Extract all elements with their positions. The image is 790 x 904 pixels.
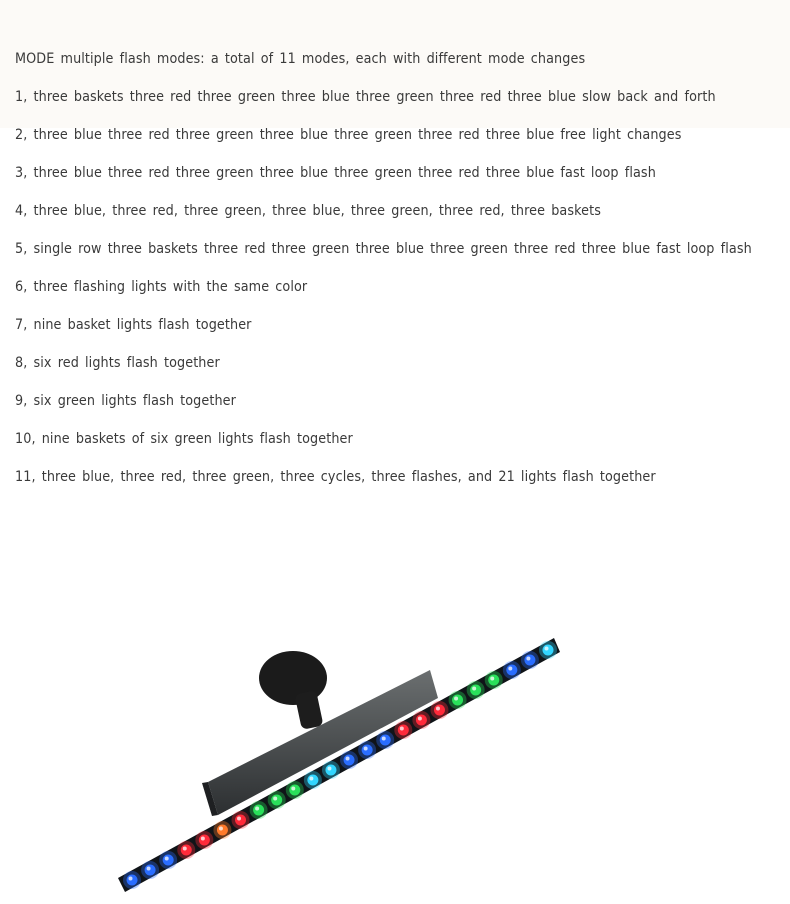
led-highlight [219, 827, 223, 831]
mode-item-2: 2, three blue three red three green three blue three green three red three blue free light changes [15, 127, 682, 143]
led-bulb [271, 795, 282, 806]
led-bulb [470, 685, 481, 696]
led-highlight [508, 667, 512, 671]
led-bulb [127, 875, 138, 886]
led-bulb [217, 825, 228, 836]
led-highlight [201, 837, 205, 841]
led-bulb [434, 705, 445, 716]
suction-stem [294, 690, 323, 730]
mode-item-9: 9, six green lights flash together [15, 393, 236, 409]
led-highlight [436, 707, 440, 711]
mode-item-3: 3, three blue three red three green three blue three green three red three blue fast loop flash [15, 165, 656, 181]
led-highlight [291, 787, 295, 791]
led-bulb [145, 865, 156, 876]
led-bulb [452, 695, 463, 706]
led-highlight [490, 677, 494, 681]
led-highlight [309, 777, 313, 781]
mode-item-1: 1, three baskets three red three green three blue three green three red three blue slow back and forth [15, 89, 716, 105]
led-highlight [255, 807, 259, 811]
mode-item-8: 8, six red lights flash together [15, 355, 220, 371]
led-highlight [454, 697, 458, 701]
led-highlight [400, 727, 404, 731]
led-highlight [364, 747, 368, 751]
product-photo [100, 630, 570, 900]
led-highlight [418, 717, 422, 721]
led-bulb [199, 835, 210, 846]
mode-item-11: 11, three blue, three red, three green, three cycles, three flashes, and 21 lights flash together [15, 469, 656, 485]
mode-item-5: 5, single row three baskets three red three green three blue three green three red three blue fast loop flash [15, 241, 752, 257]
led-highlight [346, 757, 350, 761]
led-highlight [526, 657, 530, 661]
led-bulb [289, 785, 300, 796]
led-strobe-light-bar-icon [100, 630, 570, 900]
led-bulb [506, 665, 517, 676]
led-highlight [472, 687, 476, 691]
led-bulb [325, 765, 336, 776]
led-bulb [543, 645, 554, 656]
led-highlight [147, 867, 151, 871]
led-bulb [307, 775, 318, 786]
mode-item-4: 4, three blue, three red, three green, three blue, three green, three red, three baskets [15, 203, 601, 219]
led-bulb [253, 805, 264, 816]
led-bulb [524, 655, 535, 666]
led-bulb [380, 735, 391, 746]
led-highlight [273, 797, 277, 801]
mode-item-7: 7, nine basket lights flash together [15, 317, 252, 333]
light-housing [208, 670, 438, 815]
led-highlight [165, 857, 169, 861]
led-bulb [416, 715, 427, 726]
led-highlight [129, 877, 133, 881]
led-highlight [237, 817, 241, 821]
led-bulb [398, 725, 409, 736]
led-bulb [163, 855, 174, 866]
led-highlight [183, 847, 187, 851]
led-highlight [545, 647, 549, 651]
flash-mode-list [15, 46, 767, 502]
mode-heading: MODE multiple flash modes: a total of 11 modes, each with different mode changes [15, 51, 586, 67]
led-highlight [327, 767, 331, 771]
mode-item-10: 10, nine baskets of six green lights flash together [15, 431, 353, 447]
led-bulb [488, 675, 499, 686]
led-bulb [344, 755, 355, 766]
mode-item-6: 6, three flashing lights with the same color [15, 279, 308, 295]
led-bulb [181, 845, 192, 856]
led-highlight [382, 737, 386, 741]
led-bulb [235, 815, 246, 826]
led-bulb [362, 745, 373, 756]
